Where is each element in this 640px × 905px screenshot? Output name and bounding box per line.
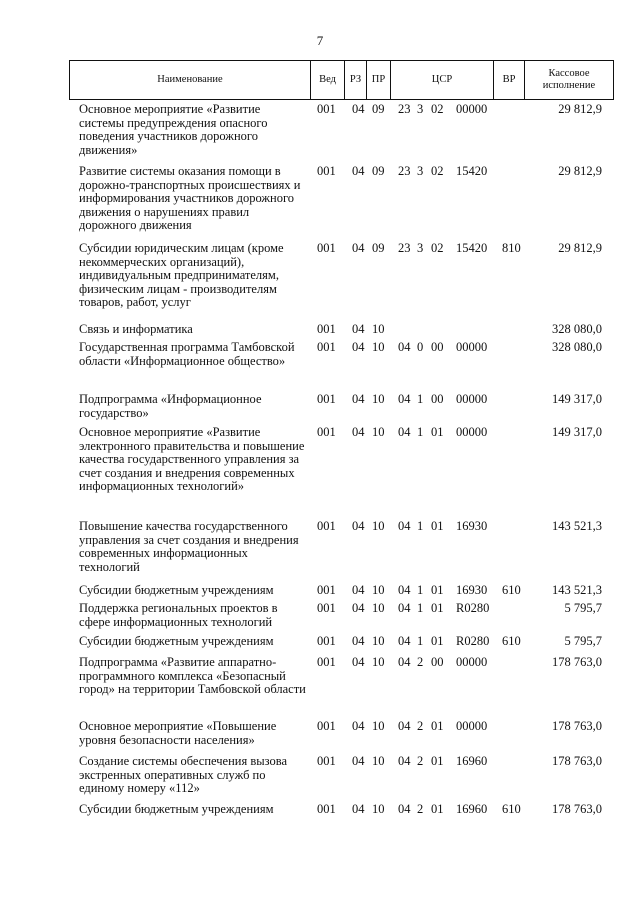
row-ved: 001 — [317, 519, 336, 533]
row-csr-event: 02 — [431, 164, 444, 178]
row-csr-program: 23 — [398, 102, 411, 116]
row-pr: 10 — [372, 802, 385, 816]
row-rz: 04 — [352, 719, 365, 733]
row-rz: 04 — [352, 241, 365, 255]
row-name: Подпрограмма «Информационное государство» — [79, 392, 262, 420]
row-pr: 10 — [372, 719, 385, 733]
row-ved: 001 — [317, 655, 336, 669]
row-csr-direction: 00000 — [456, 719, 488, 733]
row-name: Основное мероприятие «Повышение уровня безопасности населения» — [79, 719, 277, 747]
row-rz: 04 — [352, 322, 365, 336]
row-ved: 001 — [317, 392, 336, 406]
row-ved: 001 — [317, 583, 336, 597]
row-csr-direction: 16930 — [456, 519, 488, 533]
row-ved: 001 — [317, 802, 336, 816]
row-csr-subprogram: 3 — [417, 102, 424, 116]
row-csr-program: 04 — [398, 802, 411, 816]
row-csr-direction: R0280 — [456, 601, 490, 615]
page-number: 7 — [316, 33, 324, 48]
row-rz: 04 — [352, 392, 365, 406]
row-amount: 143 521,3 — [552, 583, 602, 597]
row-csr-direction: 00000 — [456, 655, 488, 669]
row-csr-event: 01 — [431, 719, 444, 733]
row-ved: 001 — [317, 719, 336, 733]
row-ved: 001 — [317, 754, 336, 768]
row-csr-direction: 16960 — [456, 754, 488, 768]
row-pr: 10 — [372, 655, 385, 669]
row-rz: 04 — [352, 583, 365, 597]
row-csr-program: 04 — [398, 754, 411, 768]
header-rz: РЗ — [345, 61, 367, 99]
row-csr-subprogram: 3 — [417, 164, 424, 178]
row-name: Основное мероприятие «Развитие системы предупреждения опасного поведения участников дорожного движения» — [79, 102, 268, 157]
row-pr: 10 — [372, 583, 385, 597]
row-csr-event: 02 — [431, 102, 444, 116]
row-rz: 04 — [352, 601, 365, 615]
row-pr: 09 — [372, 241, 385, 255]
row-csr-subprogram: 1 — [417, 634, 424, 648]
row-rz: 04 — [352, 340, 365, 354]
row-csr-subprogram: 2 — [417, 719, 424, 733]
row-rz: 04 — [352, 425, 365, 439]
row-csr-program: 04 — [398, 519, 411, 533]
row-csr-program: 04 — [398, 392, 411, 406]
row-amount: 178 763,0 — [552, 754, 602, 768]
row-amount: 328 080,0 — [552, 340, 602, 354]
row-pr: 10 — [372, 519, 385, 533]
row-csr-subprogram: 1 — [417, 392, 424, 406]
row-vr: 610 — [502, 634, 521, 648]
row-name: Основное мероприятие «Развитие электронного правительства и повышение качества государственного управления за счет создания и внедрения современных информационных технологий» — [79, 425, 305, 494]
row-amount: 29 812,9 — [558, 164, 602, 178]
row-pr: 10 — [372, 340, 385, 354]
header-name: Наименование — [70, 61, 311, 99]
header-amount: Кассовое исполнение — [542, 68, 596, 91]
row-csr-subprogram: 1 — [417, 519, 424, 533]
row-rz: 04 — [352, 164, 365, 178]
row-pr: 10 — [372, 754, 385, 768]
row-pr: 10 — [372, 392, 385, 406]
row-ved: 001 — [317, 241, 336, 255]
row-csr-event: 01 — [431, 754, 444, 768]
header-csr: ЦСР — [391, 61, 494, 99]
row-csr-direction: 15420 — [456, 241, 488, 255]
row-ved: 001 — [317, 322, 336, 336]
row-csr-program: 23 — [398, 164, 411, 178]
row-csr-event: 01 — [431, 802, 444, 816]
row-csr-subprogram: 2 — [417, 655, 424, 669]
row-amount: 178 763,0 — [552, 802, 602, 816]
row-csr-event: 01 — [431, 519, 444, 533]
row-csr-subprogram: 1 — [417, 601, 424, 615]
row-csr-program: 04 — [398, 425, 411, 439]
row-rz: 04 — [352, 655, 365, 669]
row-vr: 610 — [502, 583, 521, 597]
row-csr-subprogram: 2 — [417, 802, 424, 816]
row-rz: 04 — [352, 519, 365, 533]
row-ved: 001 — [317, 340, 336, 354]
row-csr-program: 04 — [398, 601, 411, 615]
row-csr-event: 02 — [431, 241, 444, 255]
row-csr-program: 04 — [398, 340, 411, 354]
row-amount: 29 812,9 — [558, 102, 602, 116]
table-header — [69, 60, 614, 100]
row-amount: 178 763,0 — [552, 719, 602, 733]
row-ved: 001 — [317, 634, 336, 648]
row-name: Субсидии бюджетным учреждениям — [79, 634, 274, 648]
row-amount: 143 521,3 — [552, 519, 602, 533]
row-pr: 10 — [372, 601, 385, 615]
row-pr: 10 — [372, 322, 385, 336]
row-csr-event: 00 — [431, 392, 444, 406]
row-rz: 04 — [352, 102, 365, 116]
row-csr-subprogram: 1 — [417, 425, 424, 439]
row-pr: 10 — [372, 425, 385, 439]
row-csr-event: 00 — [431, 340, 444, 354]
row-name: Подпрограмма «Развитие аппаратно-программного комплекса «Безопасный город» на территории Тамбовской области — [79, 655, 306, 697]
row-amount: 5 795,7 — [564, 601, 602, 615]
row-csr-direction: 16960 — [456, 802, 488, 816]
row-csr-event: 01 — [431, 425, 444, 439]
header-vr: ВР — [494, 61, 525, 99]
row-name: Развитие системы оказания помощи в дорожно-транспортных происшествиях и информирования участников дорожного движения о нарушениях правил дорожного движения — [79, 164, 301, 233]
row-csr-subprogram: 1 — [417, 583, 424, 597]
row-vr: 810 — [502, 241, 521, 255]
row-csr-direction: 15420 — [456, 164, 488, 178]
row-csr-event: 01 — [431, 634, 444, 648]
row-amount: 149 317,0 — [552, 425, 602, 439]
row-amount: 29 812,9 — [558, 241, 602, 255]
row-name: Государственная программа Тамбовской области «Информационное общество» — [79, 340, 295, 368]
row-csr-program: 23 — [398, 241, 411, 255]
row-name: Субсидии бюджетным учреждениям — [79, 802, 274, 816]
row-csr-direction: 00000 — [456, 425, 488, 439]
row-amount: 178 763,0 — [552, 655, 602, 669]
row-ved: 001 — [317, 425, 336, 439]
row-amount: 5 795,7 — [564, 634, 602, 648]
row-name: Связь и информатика — [79, 322, 193, 336]
row-amount: 328 080,0 — [552, 322, 602, 336]
header-pr: ПР — [367, 61, 391, 99]
row-csr-event: 01 — [431, 583, 444, 597]
row-pr: 09 — [372, 102, 385, 116]
row-csr-subprogram: 0 — [417, 340, 424, 354]
row-name: Поддержка региональных проектов в сфере информационных технологий — [79, 601, 278, 629]
row-name: Субсидии юридическим лицам (кроме некоммерческих организаций), индивидуальным предпринимателям, физическим лицам - производителям товаров, работ, услуг — [79, 241, 284, 310]
row-rz: 04 — [352, 802, 365, 816]
row-csr-direction: 00000 — [456, 392, 488, 406]
row-csr-program: 04 — [398, 634, 411, 648]
row-csr-direction: 00000 — [456, 102, 488, 116]
row-csr-program: 04 — [398, 655, 411, 669]
row-amount: 149 317,0 — [552, 392, 602, 406]
row-csr-event: 01 — [431, 601, 444, 615]
row-rz: 04 — [352, 634, 365, 648]
row-pr: 10 — [372, 634, 385, 648]
row-ved: 001 — [317, 102, 336, 116]
row-name: Повышение качества государственного управления за счет создания и внедрения современных информационных технологий — [79, 519, 299, 574]
row-csr-direction: 16930 — [456, 583, 488, 597]
row-csr-direction: R0280 — [456, 634, 490, 648]
row-ved: 001 — [317, 601, 336, 615]
row-csr-event: 00 — [431, 655, 444, 669]
row-csr-subprogram: 2 — [417, 754, 424, 768]
row-name: Субсидии бюджетным учреждениям — [79, 583, 274, 597]
row-rz: 04 — [352, 754, 365, 768]
header-ved: Вед — [311, 61, 345, 99]
row-csr-direction: 00000 — [456, 340, 488, 354]
row-pr: 09 — [372, 164, 385, 178]
row-name: Создание системы обеспечения вызова экстренных оперативных служб по единому номеру «112» — [79, 754, 288, 796]
row-vr: 610 — [502, 802, 521, 816]
row-csr-program: 04 — [398, 583, 411, 597]
row-ved: 001 — [317, 164, 336, 178]
row-csr-subprogram: 3 — [417, 241, 424, 255]
row-csr-program: 04 — [398, 719, 411, 733]
